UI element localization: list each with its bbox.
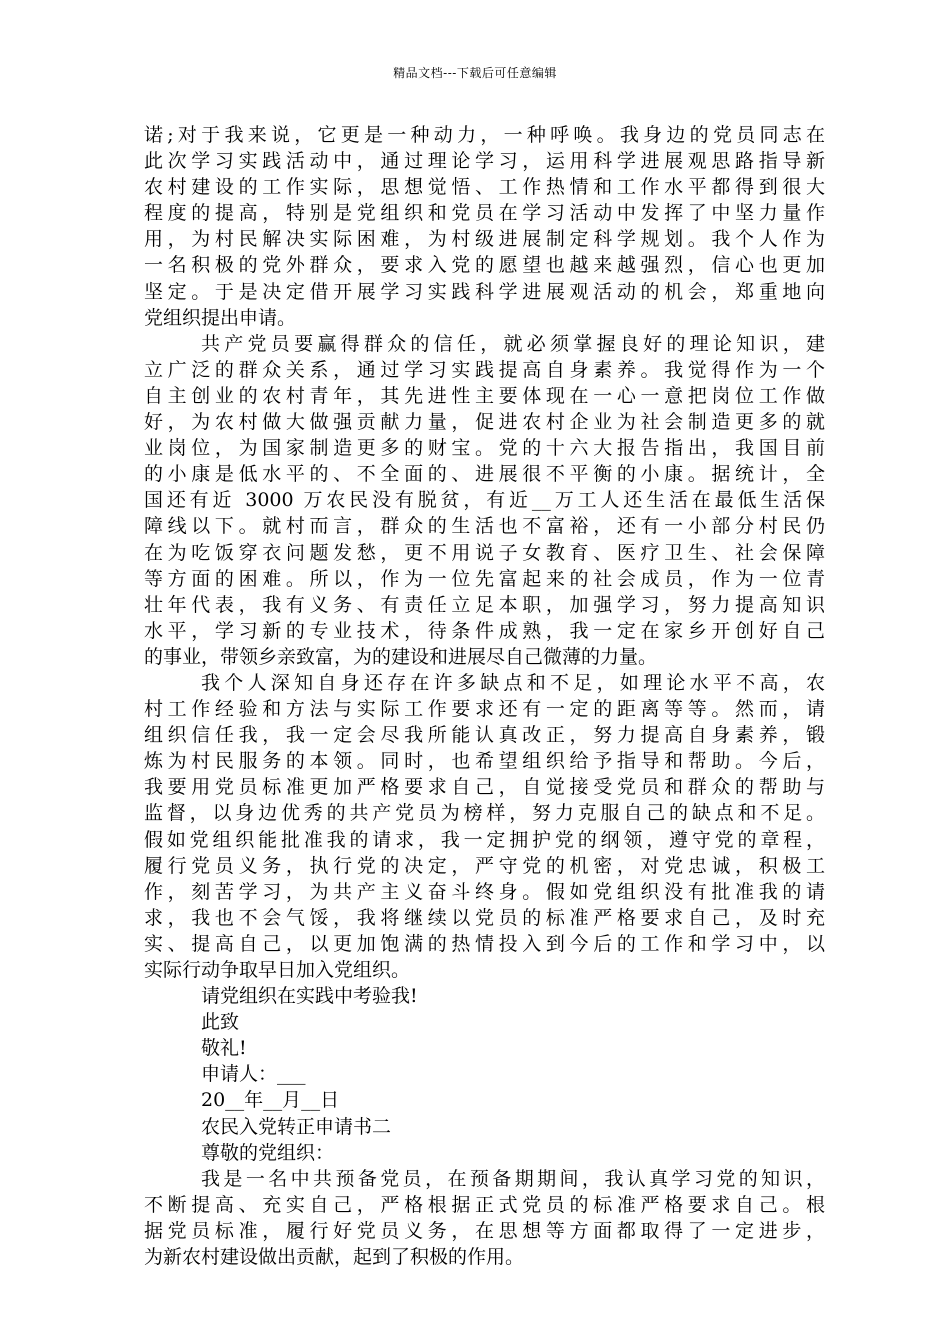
text-line: 求，我也不会气馁，我将继续以党员的标准严格要求自己，及时充 xyxy=(144,906,825,929)
text-line: 为新农村建设做出贡献，起到了积极的作用。 xyxy=(144,1246,525,1269)
text-line: 此致 xyxy=(201,1011,240,1034)
text-line: 农村建设的工作实际，思想觉悟、工作热情和工作水平都得到很大 xyxy=(144,176,825,199)
text-line: 我是一名中共预备党员，在预备期期间，我认真学习党的知识， xyxy=(201,1167,825,1190)
text-line: 监督，以身边优秀的共产党员为榜样，努力克服自己的缺点和不足。 xyxy=(144,802,825,825)
text-line: 村工作经验和方法与实际工作要求还有一定的距离等等。然而，请 xyxy=(144,698,825,721)
text-line: 此次学习实践活动中，通过理论学习，运用科学进展观思路指导新 xyxy=(144,150,825,173)
text-line: 20__年__月__日 xyxy=(201,1089,340,1112)
text-line: 作，刻苦学习，为共产主义奋斗终身。假如党组织没有批准我的请 xyxy=(144,880,825,903)
text-line: 一名积极的党外群众，要求入党的愿望也越来越强烈，信心也更加 xyxy=(144,254,825,277)
text-line: 诺;对于我来说，它更是一种动力，一种呼唤。我身边的党员同志在 xyxy=(144,124,825,146)
text-line: 请党组织在实践中考验我! xyxy=(201,985,418,1008)
text-line: 党组织提出申请。 xyxy=(144,306,297,329)
text-line: 的小康是低水平的、不全面的、进展很不平衡的小康。据统计，全 xyxy=(144,463,825,486)
text-line: 等方面的困难。所以，作为一位先富起来的社会成员，作为一位青 xyxy=(144,567,825,590)
text-line: 立广泛的群众关系，通过学习实践提高自身素养。我觉得作为一个 xyxy=(144,358,825,381)
text-line: 我个人深知自身还存在许多缺点和不足，如理论水平不高，农 xyxy=(201,671,825,694)
text-line: 程度的提高，特别是党组织和党员在学习活动中发挥了中坚力量作 xyxy=(144,202,825,225)
text-line: 业岗位，为国家制造更多的财宝。党的十六大报告指出，我国目前 xyxy=(144,437,825,460)
text-line: 国还有近 3000 万农民没有脱贫，有近__万工人还生活在最低生活保 xyxy=(144,489,825,512)
text-line: 据党员标准，履行好党员义务，在思想等方面都取得了一定进步， xyxy=(144,1219,825,1242)
text-line: 壮年代表，我有义务、有责任立足本职，加强学习，努力提高知识 xyxy=(144,593,825,616)
text-line: 在为吃饭穿衣问题发愁，更不用说子女教育、医疗卫生、社会保障 xyxy=(144,541,825,564)
text-line: 共产党员要赢得群众的信任，就必须掌握良好的理论知识，建 xyxy=(201,332,825,355)
text-line: 假如党组织能批准我的请求，我一定拥护党的纲领，遵守党的章程， xyxy=(144,828,825,851)
text-line: 好，为农村做大做强贡献力量，促进农村企业为社会制造更多的就 xyxy=(144,411,825,434)
text-line: 申请人：___ xyxy=(201,1063,306,1086)
document-body xyxy=(144,122,825,1270)
text-line: 炼为村民服务的本领。同时，也希望组织给予指导和帮助。今后， xyxy=(144,750,825,773)
text-line: 自主创业的农村青年，其先进性主要体现在一心一意把岗位工作做 xyxy=(144,384,825,407)
text-line: 不断提高、充实自己，严格根据正式党员的标准严格要求自己。根 xyxy=(144,1193,825,1216)
text-line: 实际行动争取早日加入党组织。 xyxy=(144,959,411,981)
text-line: 我要用党员标准更加严格要求自己，自觉接受党员和群众的帮助与 xyxy=(144,776,825,799)
text-line: 障线以下。就村而言，群众的生活也不富裕，还有一小部分村民仍 xyxy=(144,515,825,538)
text-line: 农民入党转正申请书二 xyxy=(201,1115,392,1138)
text-line: 的事业，带领乡亲致富，为的建设和进展尽自己微薄的力量。 xyxy=(144,645,658,668)
page-header: 精品文档---下载后可任意编辑 xyxy=(393,66,557,80)
text-line: 履行党员义务，执行党的决定，严守党的机密，对党忠诚，积极工 xyxy=(144,854,825,877)
text-line: 尊敬的党组织： xyxy=(201,1141,335,1164)
text-line: 坚定。于是决定借开展学习实践科学进展观活动的机会，郑重地向 xyxy=(144,280,825,303)
text-line: 水平，学习新的专业技术，待条件成熟，我一定在家乡开创好自己 xyxy=(144,619,825,642)
text-line: 实、提高自己，以更加饱满的热情投入到今后的工作和学习中，以 xyxy=(144,932,825,955)
text-line: 敬礼! xyxy=(201,1037,247,1060)
text-line: 组织信任我，我一定会尽我所能认真改正，努力提高自身素养，锻 xyxy=(144,724,825,747)
text-line: 用，为村民解决实际困难，为村级进展制定科学规划。我个人作为 xyxy=(144,228,825,251)
